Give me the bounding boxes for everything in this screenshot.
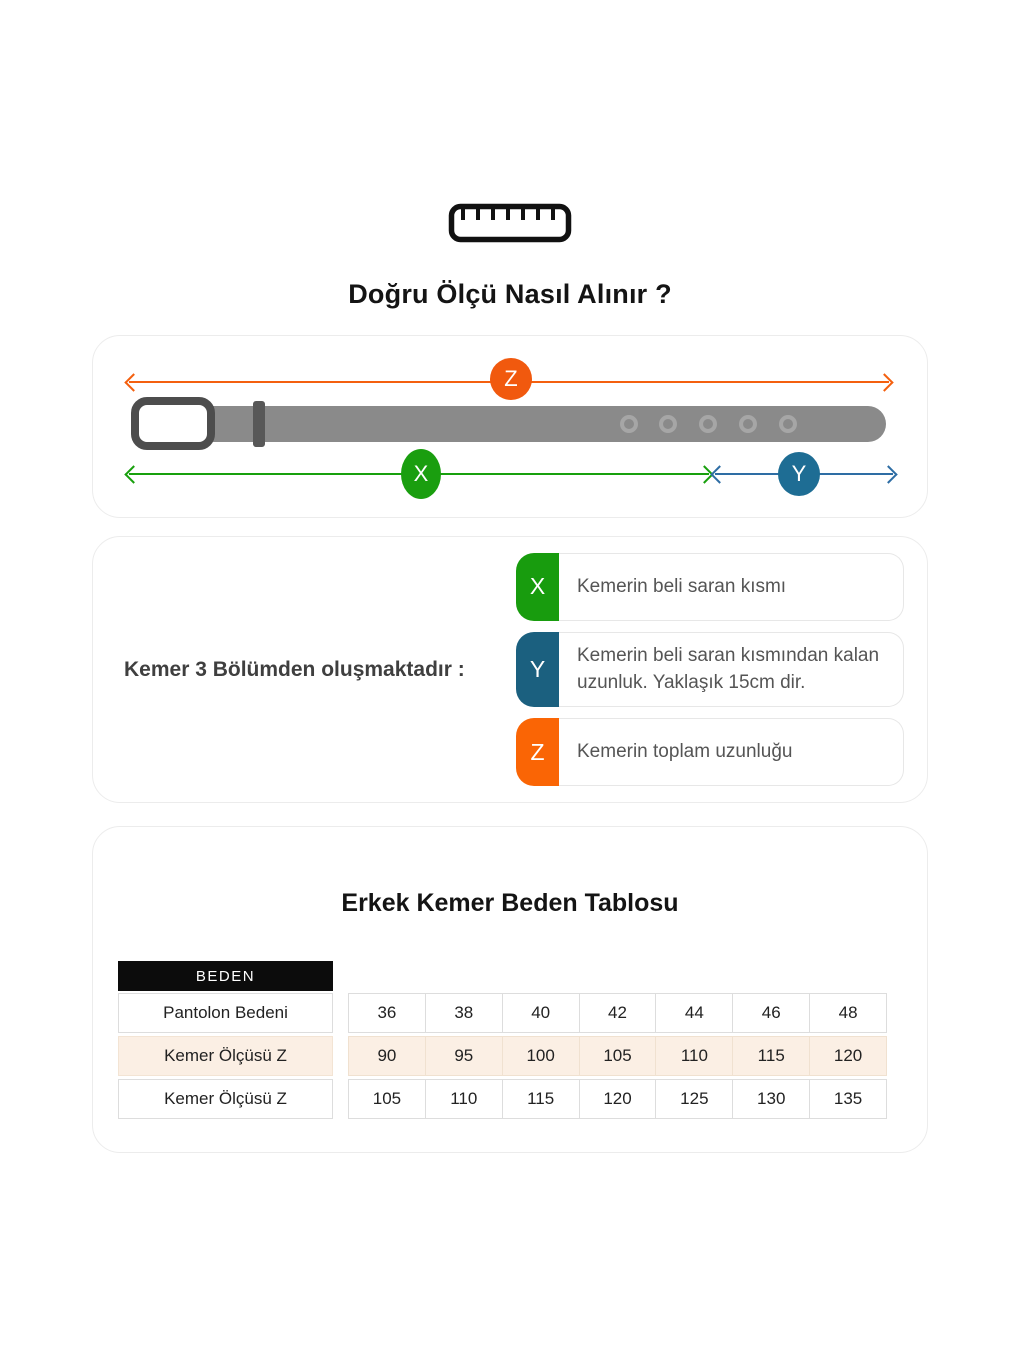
- size-cell: 120: [580, 1079, 657, 1119]
- legend-row-y: [516, 632, 904, 707]
- size-cell: 125: [656, 1079, 733, 1119]
- size-table-labels-column: [118, 961, 333, 1122]
- size-cell: 90: [348, 1036, 426, 1076]
- belt-buckle: [131, 397, 215, 450]
- belt-diagram-card: [92, 335, 928, 518]
- size-cell: 38: [426, 993, 503, 1033]
- size-cell: 44: [656, 993, 733, 1033]
- belt-hole: [699, 415, 717, 433]
- content: [92, 335, 928, 1153]
- size-cell: 100: [503, 1036, 580, 1076]
- page-title: Doğru Ölçü Nasıl Alınır ?: [348, 279, 672, 309]
- size-cell: 105: [580, 1036, 657, 1076]
- legend-text-x: Kemerin beli saran kısmı: [559, 553, 904, 621]
- legend-tab-y: Y: [516, 632, 559, 707]
- size-cell: 110: [656, 1036, 733, 1076]
- legend-text-z: Kemerin toplam uzunluğu: [559, 718, 904, 786]
- size-cell: 135: [810, 1079, 887, 1119]
- size-cell: 40: [503, 993, 580, 1033]
- size-cell: 120: [810, 1036, 887, 1076]
- row-label: Kemer Ölçüsü Z: [118, 1036, 333, 1076]
- belt-loop: [253, 401, 265, 447]
- size-cell: 36: [348, 993, 426, 1033]
- legend-tab-z: Z: [516, 718, 559, 786]
- legend-heading: Kemer 3 Bölümden oluşmaktadır :: [124, 657, 465, 681]
- size-table: [118, 961, 887, 1122]
- size-cell: 130: [733, 1079, 810, 1119]
- table-row: [348, 993, 887, 1033]
- badge-y: Y: [778, 452, 820, 496]
- ruler-icon: [448, 203, 572, 243]
- belt-hole: [779, 415, 797, 433]
- size-table-corner-header: BEDEN: [118, 961, 333, 991]
- row-label: Pantolon Bedeni: [118, 993, 333, 1033]
- legend-row-x: [516, 553, 904, 621]
- size-cell: 46: [733, 993, 810, 1033]
- size-cell: 115: [733, 1036, 810, 1076]
- table-row: [348, 1036, 887, 1076]
- badge-z: Z: [490, 358, 532, 400]
- grid-spacer: [348, 961, 887, 993]
- size-cell: 95: [426, 1036, 503, 1076]
- size-cell: 48: [810, 993, 887, 1033]
- size-cell: 105: [348, 1079, 426, 1119]
- belt-hole: [659, 415, 677, 433]
- legend-card: [92, 536, 928, 803]
- badge-x: X: [401, 449, 441, 499]
- belt-hole: [620, 415, 638, 433]
- size-table-title: Erkek Kemer Beden Tablosu: [341, 889, 679, 917]
- size-table-values-grid: [348, 961, 887, 1122]
- legend-text-y: Kemerin beli saran kısmından kalan uzunluk. Yaklaşık 15cm dir.: [559, 632, 904, 707]
- size-cell: 42: [580, 993, 657, 1033]
- row-label: Kemer Ölçüsü Z: [118, 1079, 333, 1119]
- legend-tab-x: X: [516, 553, 559, 621]
- size-cell: 110: [426, 1079, 503, 1119]
- header: [0, 0, 1020, 310]
- legend-row-z: [516, 718, 904, 786]
- size-cell: 115: [503, 1079, 580, 1119]
- belt-hole: [739, 415, 757, 433]
- table-row: [348, 1079, 887, 1119]
- legend-list: [516, 553, 904, 786]
- size-table-card: [92, 826, 928, 1153]
